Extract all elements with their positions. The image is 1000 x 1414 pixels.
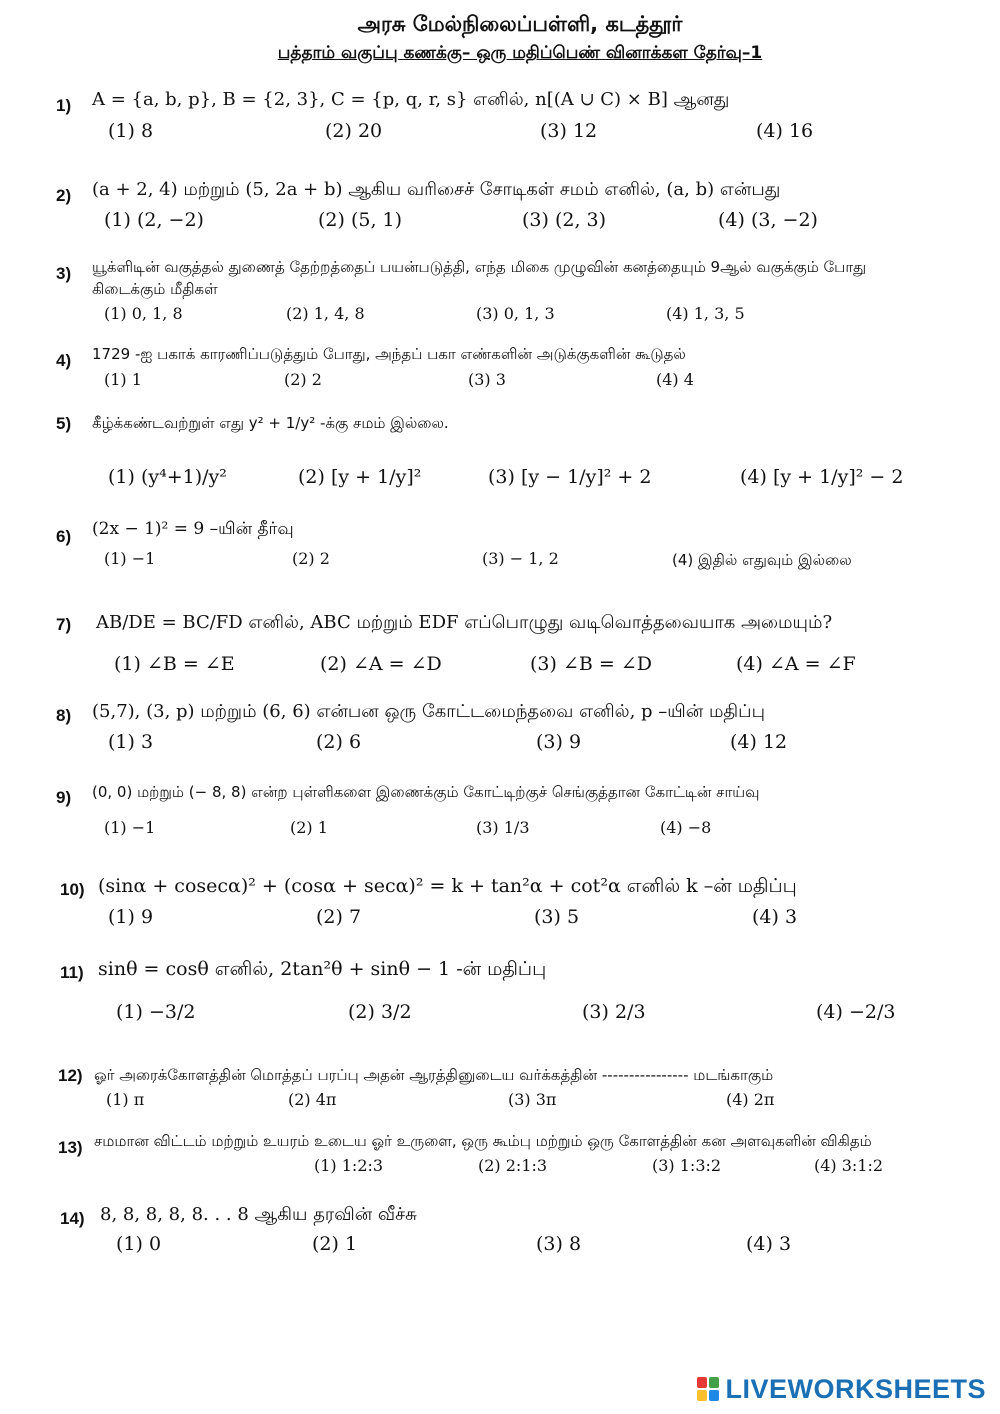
option-3[interactable]: (3) 12 <box>540 120 598 142</box>
option-2[interactable]: (2) 1 <box>312 1233 358 1255</box>
option-2[interactable]: (2) 4π <box>288 1090 337 1109</box>
logo-square <box>697 1390 707 1401</box>
option-1[interactable]: (1) 1 <box>104 370 142 389</box>
option-3[interactable]: (3) 9 <box>536 731 582 753</box>
option-1[interactable]: (1) 0, 1, 8 <box>104 304 183 323</box>
option-4[interactable]: (4) 3 <box>746 1233 792 1255</box>
question-stem: (5,7), (3, p) மற்றும் (6, 6) என்பன ஒரு கோட்டமைந்தவை எனில், p –யின் மதிப்பு <box>92 701 765 722</box>
option-4[interactable]: (4) 3:1:2 <box>814 1156 884 1175</box>
option-2[interactable]: (2) 6 <box>316 731 362 753</box>
option-2[interactable]: (2) ∠A = ∠D <box>320 653 442 675</box>
option-4[interactable]: (4) 12 <box>730 731 788 753</box>
option-4[interactable]: (4) ∠A = ∠F <box>736 653 856 675</box>
question-number: 3) <box>56 264 72 283</box>
school-name: அரசு மேல்நிலைப்பள்ளி, கடத்தூர் <box>357 12 683 36</box>
question-number: 1) <box>56 96 72 115</box>
question-stem: AB/DE = BC/FD எனில், ABC மற்றும் EDF எப்பொழுது வடிவொத்தவையாக அமையும்? <box>96 612 833 633</box>
option-1[interactable]: (1) (y⁴+1)/y² <box>108 466 227 488</box>
option-1[interactable]: (1) 3 <box>108 731 154 753</box>
question-number: 11) <box>60 963 84 982</box>
question-number: 2) <box>56 186 72 205</box>
question-stem: சமமான விட்டம் மற்றும் உயரம் உடைய ஓர் உருளை, ஒரு கூம்பு மற்றும் ஒரு கோளத்தின் கன அளவுகளின் விகிதம் <box>94 1132 872 1150</box>
option-4[interactable]: (4) 1, 3, 5 <box>666 304 745 323</box>
option-1[interactable]: (1) (2, −2) <box>104 209 204 231</box>
question-stem: sinθ = cosθ எனில், 2tan²θ + sinθ − 1 -ன் மதிப்பு <box>98 958 547 980</box>
option-1[interactable]: (1) 9 <box>108 906 154 928</box>
question-stem: (0, 0) மற்றும் (− 8, 8) என்ற புள்ளிகளை இணைக்கும் கோட்டிற்குச் செங்குத்தான கோட்டின் சாய்வு <box>92 783 760 801</box>
option-3[interactable]: (3) 1/3 <box>476 818 530 837</box>
option-2[interactable]: (2) 3/2 <box>348 1001 412 1023</box>
option-4[interactable]: (4) 16 <box>756 120 814 142</box>
logo-square <box>709 1377 719 1388</box>
exam-title: பத்தாம் வகுப்பு கணக்கு– ஒரு மதிப்பெண் வினாக்கள தேர்வு–1 <box>277 43 763 63</box>
question-number: 4) <box>56 351 72 370</box>
question-number: 7) <box>56 615 72 634</box>
question-stem: கீழ்க்கண்டவற்றுள் எது y² + 1/y² -க்கு சமம் இல்லை. <box>92 414 449 432</box>
option-3[interactable]: (3) ∠B = ∠D <box>530 653 652 675</box>
question-number: 5) <box>56 414 72 433</box>
question-stem: 8, 8, 8, 8, 8. . . 8 ஆகிய தரவின் வீச்சு <box>100 1204 417 1225</box>
question-number: 8) <box>56 706 72 725</box>
option-4[interactable]: (4) 4 <box>656 370 694 389</box>
question-stem: (sinα + cosecα)² + (cosα + secα)² = k + tan²α + cot²α எனில் k –ன் மதிப்பு <box>98 875 797 897</box>
option-2[interactable]: (2) 2 <box>292 549 330 568</box>
question-number: 9) <box>56 788 72 807</box>
question-number: 14) <box>60 1209 85 1228</box>
option-3[interactable]: (3) 2/3 <box>582 1001 646 1023</box>
option-2[interactable]: (2) [y + 1/y]² <box>298 466 422 488</box>
option-3[interactable]: (3) (2, 3) <box>522 209 607 231</box>
question-stem: ஓர் அரைக்கோளத்தின் மொத்தப் பரப்பு அதன் ஆரத்தினுடைய வர்க்கத்தின் ---------------- மடங்காகும் <box>94 1066 774 1084</box>
option-2[interactable]: (2) 20 <box>325 120 383 142</box>
question-stem: (a + 2, 4) மற்றும் (5, 2a + b) ஆகிய வரிசைச் சோடிகள் சமம் எனில், (a, b) என்பது <box>92 179 781 200</box>
option-4[interactable]: (4) இதில் எதுவும் இல்லை <box>672 551 852 569</box>
option-2[interactable]: (2) 2:1:3 <box>478 1156 548 1175</box>
option-3[interactable]: (3) 0, 1, 3 <box>476 304 555 323</box>
option-1[interactable]: (1) 8 <box>108 120 154 142</box>
option-4[interactable]: (4) 3 <box>752 906 798 928</box>
option-2[interactable]: (2) (5, 1) <box>318 209 403 231</box>
question-number: 10) <box>60 880 85 899</box>
option-1[interactable]: (1) π <box>106 1090 145 1109</box>
option-4[interactable]: (4) [y + 1/y]² − 2 <box>740 466 904 488</box>
question-stem: (2x − 1)² = 9 –யின் தீர்வு <box>92 519 294 539</box>
option-2[interactable]: (2) 2 <box>284 370 322 389</box>
option-1[interactable]: (1) −1 <box>104 818 156 837</box>
option-4[interactable]: (4) 2π <box>726 1090 775 1109</box>
question-number: 6) <box>56 527 72 546</box>
option-3[interactable]: (3) [y − 1/y]² + 2 <box>488 466 652 488</box>
question-stem: யூக்ளிடின் வகுத்தல் துணைத் தேற்றத்தைப் பயன்படுத்தி, எந்த மிகை முழுவின் கனத்தையும் 9ஆல் வகுக்கும் போது கிடைக்கும் மீதிகள் <box>92 258 867 298</box>
option-3[interactable]: (3) 3 <box>468 370 506 389</box>
option-3[interactable]: (3) 3π <box>508 1090 557 1109</box>
option-3[interactable]: (3) 1:3:2 <box>652 1156 722 1175</box>
option-1[interactable]: (1) −1 <box>104 549 156 568</box>
option-1[interactable]: (1) 0 <box>116 1233 162 1255</box>
option-1[interactable]: (1) ∠B = ∠E <box>114 653 235 675</box>
option-1[interactable]: (1) 1:2:3 <box>314 1156 384 1175</box>
question-stem: 1729 -ஐ பகாக் காரணிப்படுத்தும் போது, அந்தப் பகா எண்களின் அடுக்குகளின் கூடுதல் <box>92 345 686 363</box>
logo-icon <box>697 1377 719 1401</box>
option-3[interactable]: (3) − 1, 2 <box>482 549 559 568</box>
question-stem: A = {a, b, p}, B = {2, 3}, C = {p, q, r, s} எனில், n[(A ∪ C) × B] ஆனது <box>92 89 730 110</box>
logo-square <box>697 1377 707 1388</box>
option-3[interactable]: (3) 8 <box>536 1233 582 1255</box>
question-number: 12) <box>58 1066 83 1085</box>
option-2[interactable]: (2) 1 <box>290 818 328 837</box>
option-1[interactable]: (1) −3/2 <box>116 1001 196 1023</box>
option-4[interactable]: (4) −2/3 <box>816 1001 896 1023</box>
option-2[interactable]: (2) 7 <box>316 906 362 928</box>
option-3[interactable]: (3) 5 <box>534 906 580 928</box>
option-4[interactable]: (4) −8 <box>660 818 712 837</box>
option-2[interactable]: (2) 1, 4, 8 <box>286 304 365 323</box>
option-4[interactable]: (4) (3, −2) <box>718 209 818 231</box>
logo-text: LIVEWORKSHEETS <box>725 1373 986 1404</box>
liveworksheets-logo[interactable] <box>697 1374 986 1404</box>
header <box>0 10 1000 66</box>
logo-square <box>709 1390 719 1401</box>
question-number: 13) <box>58 1138 83 1157</box>
